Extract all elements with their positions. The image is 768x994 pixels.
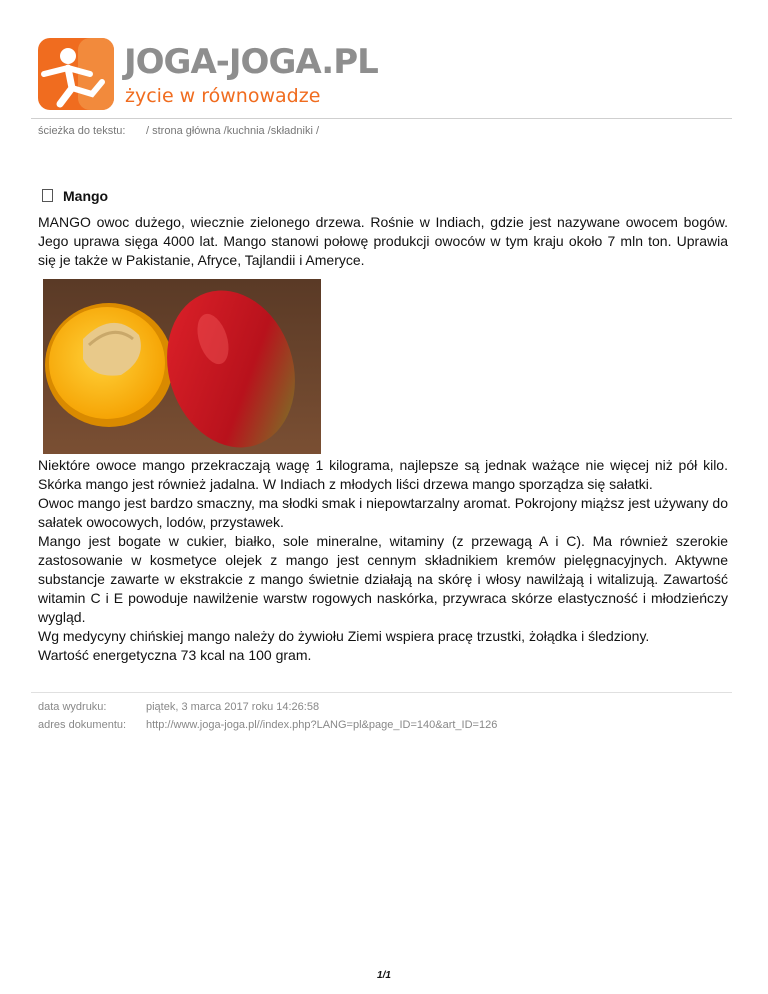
logo-title: JOGA-JOGA.PL — [124, 42, 378, 82]
logo-subtitle: życie w równowadze — [125, 85, 321, 107]
article-title: Mango — [63, 188, 109, 204]
article-title-row — [42, 187, 108, 205]
article-paragraph: Owoc mango jest bardzo smaczny, ma słodki smak i niepowtarzalny aromat. Pokrojony miąższ jest używany do sałatek owocowych, lodów, przystawek. — [38, 495, 728, 530]
footer-divider — [31, 692, 732, 693]
site-logo — [38, 38, 378, 110]
print-date-label: data wydruku: — [38, 701, 107, 713]
title-glyph-icon — [42, 189, 53, 202]
breadcrumb: / strona główna /kuchnia /składniki / — [146, 125, 320, 137]
article-paragraph: Mango jest bogate w cukier, białko, sole mineralne, witaminy (z przewagą A i C). Ma również szerokie zastosowanie w kosmetyce olejek z mango jest cennym składnikiem kremów pielęgnacyjnych. Aktywne substancje zawarte w ekstrakcie z mango świetnie działają na skórę i włosy nawilżają i witalizują. Zawartość witamin C i E powoduje nawilżenie warstw rogowych naskórka, przywraca skórze elastyczność i młodzieńczy wygląd. — [38, 533, 728, 625]
yoga-figure-logo-icon — [38, 38, 114, 110]
article-intro: MANGO owoc dużego, wiecznie zielonego drzewa. Rośnie w Indiach, gdzie jest nazywane owocem bogów. Jego uprawa sięga 4000 lat. Mango stanowi połowę produkcji owoców w tym kraju około 7 mln ton. Uprawia się je także w Pakistanie, Afryce, Tajlandii i Ameryce. — [38, 214, 728, 268]
mango-photo — [43, 279, 321, 454]
article-paragraph: Wartość energetyczna 73 kcal na 100 gram. — [38, 647, 312, 663]
document-address-link[interactable]: http://www.joga-joga.pl//index.php?LANG=pl&page_ID=140&art_ID=126 — [146, 719, 498, 731]
breadcrumb-label: ścieżka do tekstu: — [38, 125, 126, 137]
document-address-label: adres dokumentu: — [38, 719, 127, 731]
header-divider — [31, 118, 732, 119]
article-paragraph: Wg medycyny chińskiej mango należy do żywiołu Ziemi wspiera pracę trzustki, żołądka i śledziony. — [38, 628, 650, 644]
article-paragraph: Niektóre owoce mango przekraczają wagę 1 kilograma, najlepsze są jednak ważące nie więcej niż pół kilo. Skórka mango jest również jadalna. W Indiach z młodych liści drzewa mango sporządza się sałatki. — [38, 457, 728, 492]
page-number: 1/1 — [377, 970, 391, 981]
print-date-value: piątek, 3 marca 2017 roku 14:26:58 — [146, 701, 320, 713]
article-body — [38, 456, 728, 665]
